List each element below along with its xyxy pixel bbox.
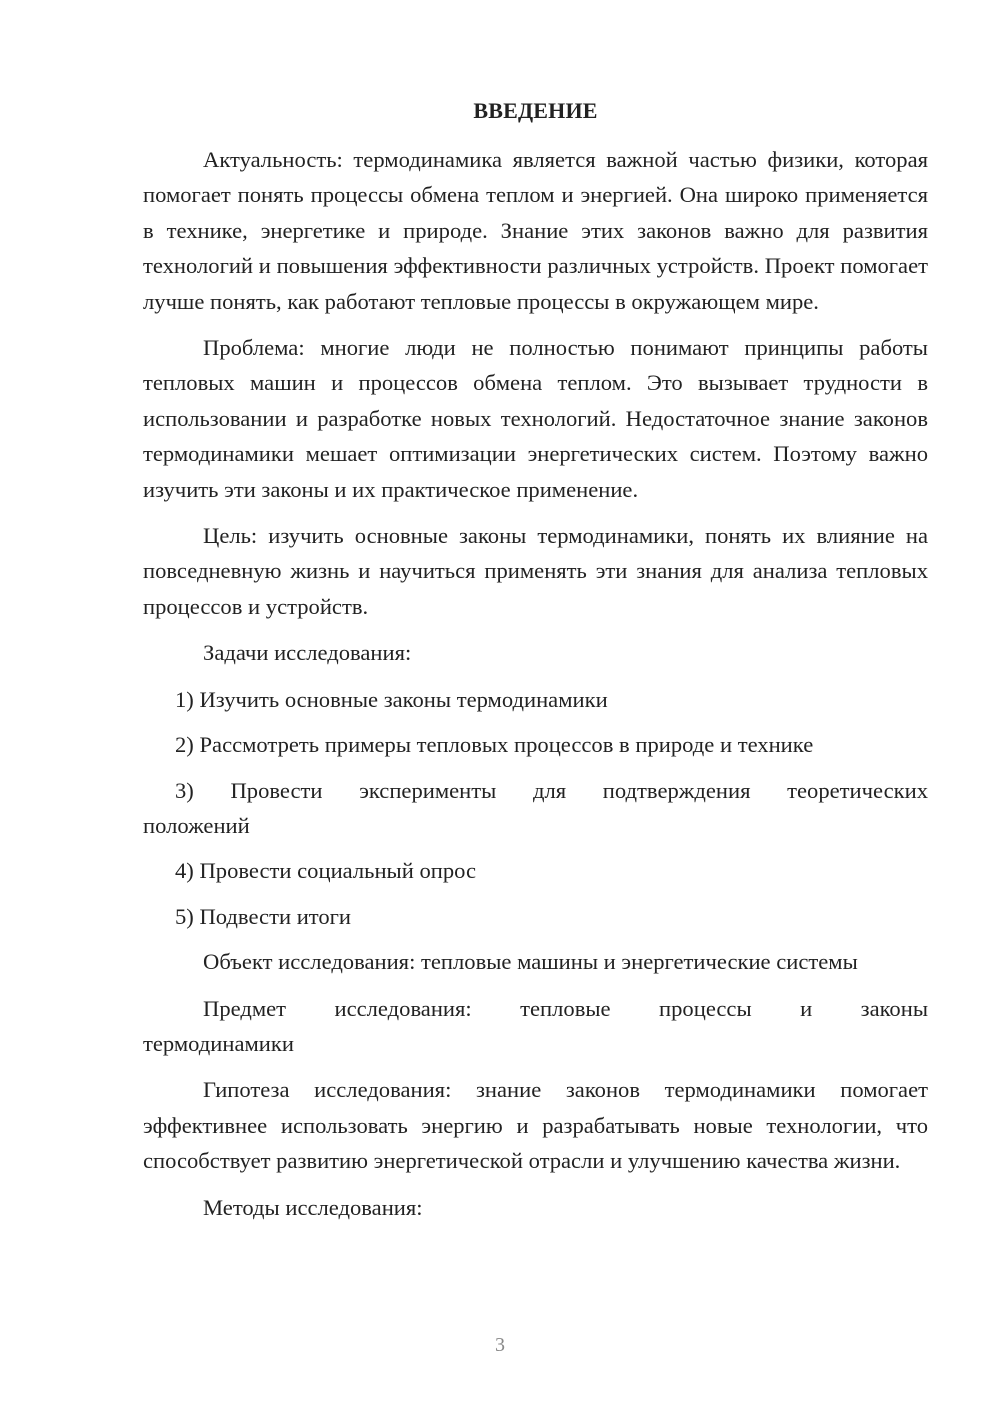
page-number: 3 [495, 1334, 505, 1356]
paragraph-methods: Методы исследования: [203, 1194, 423, 1220]
task-item-3: 3) Провести эксперименты для подтверждения теоретических положений [143, 777, 928, 838]
paragraph-object: Объект исследования: тепловые машины и энергетические системы [203, 949, 858, 975]
paragraph-goal: Цель: изучить основные законы термодинамики, понять их влияние на повседневную жизнь и научиться применять эти знания для анализа тепловых процессов и устройств. [143, 523, 928, 619]
paragraph-problem: Проблема: многие люди не полностью понимают принципы работы тепловых машин и процессов обмена теплом. Это вызывает трудности в использовании и разработке новых технологий. Недостаточное знание законов термодинамики мешает оптимизации энергетических систем. Поэтому важно изучить эти законы и их практическое применение. [143, 335, 928, 502]
paragraph-relevance: Актуальность: термодинамика является важной частью физики, которая помогает понять процессы обмена теплом и энергией. Она широко применяется в технике, энергетике и природе. Знание этих законов важно для развития технологий и повышения эффективности различных устройств. Проект помогает лучше понять, как работают тепловые процессы в окружающем мире. [143, 147, 928, 314]
task-item-2: 2) Рассмотреть примеры тепловых процессов в природе и технике [175, 732, 814, 758]
task-item-4: 4) Провести социальный опрос [175, 858, 477, 884]
paragraph-hypothesis: Гипотеза исследования: знание законов термодинамики помогает эффективнее использовать энергию и разрабатывать новые технологии, что способствует развитию энергетической отрасли и улучшению качества жизни. [143, 1077, 928, 1174]
paragraph-tasks-heading: Задачи исследования: [203, 640, 412, 666]
paragraph-subject: Предмет исследования: тепловые процессы и законы термодинамики [143, 995, 928, 1056]
document-body [143, 142, 928, 1236]
task-item-5: 5) Подвести итоги [175, 903, 352, 929]
page-title: ВВЕДЕНИЕ [473, 98, 598, 123]
task-item-1: 1) Изучить основные законы термодинамики [175, 686, 608, 712]
